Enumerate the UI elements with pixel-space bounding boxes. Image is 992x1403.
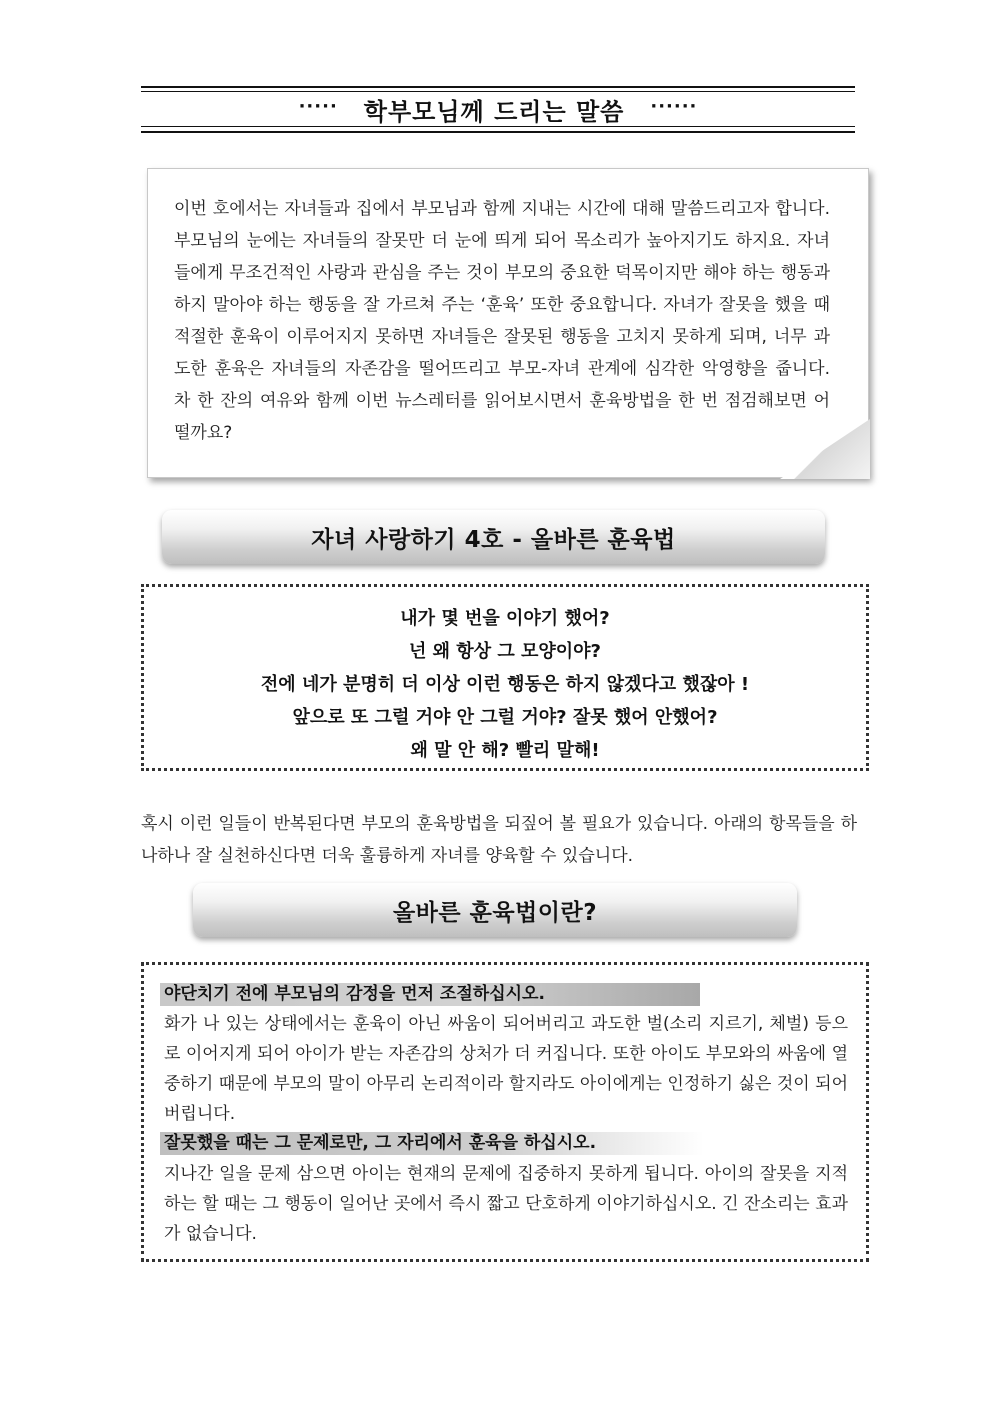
- tips-box: [141, 962, 869, 1262]
- section-banner-label: 자녀 사랑하기 4호 - 올바른 훈육법: [311, 526, 676, 553]
- header-rule-top: [141, 86, 855, 88]
- tip-body: 화가 나 있는 상태에서는 훈육이 아닌 싸움이 되어버리고 과도한 벌(소리 지르기, 체벌) 등으로 이어지게 되어 아이가 받는 자존감의 상처가 더 커집니다. 또한 아이도 부모와의 싸움에 열중하기 때문에 부모의 말이 아무리 논리적이라 할지라도 아이에게는 인정하기 싫은 것이 되어 버립니다.: [164, 1014, 848, 1124]
- section-banner-label: 올바른 훈육법이란?: [392, 899, 598, 926]
- section-banner-correct-discipline: [193, 883, 797, 937]
- quote-line: 전에 네가 분명히 더 이상 이런 행동은 하지 않겠다고 했잖아 !: [260, 674, 750, 695]
- page-header: [141, 86, 855, 136]
- header-rule-bottom: [141, 131, 855, 133]
- section-banner-newsletter: [162, 510, 825, 564]
- tip-heading: 야단치기 전에 부모님의 감정을 먼저 조절하십시오.: [160, 983, 700, 1006]
- quote-line: 앞으로 또 그럴 거야 안 그럴 거야? 잘못 했어 안했어?: [292, 707, 718, 728]
- quote-line: 넌 왜 항상 그 모양이야?: [409, 641, 601, 662]
- body-paragraph: 혹시 이런 일들이 반복된다면 부모의 훈육방법을 되짚어 볼 필요가 있습니다. 아래의 항목들을 하나하나 잘 실천하신다면 더욱 훌륭하게 자녀를 양육할 수 있습니다.: [141, 814, 857, 866]
- quote-line: 내가 몇 번을 이야기 했어?: [400, 608, 610, 629]
- header-title-row: [141, 94, 855, 124]
- intro-note: [147, 168, 869, 478]
- tip-body: 지나간 일을 문제 삼으면 아이는 현재의 문제에 집중하지 못하게 됩니다. 아이의 잘못을 지적하는 할 때는 그 행동이 일어난 곳에서 즉시 짧고 단호하게 이야기하십시오. 긴 잔소리는 효과가 없습니다.: [164, 1164, 848, 1244]
- tip-heading: 잘못했을 때는 그 문제로만, 그 자리에서 훈육을 하십시오.: [160, 1132, 704, 1155]
- header-dots-left: ·····: [298, 95, 338, 117]
- header-rule-bottom-thin: [141, 126, 855, 127]
- quote-line: 왜 말 안 해? 빨리 말해!: [410, 740, 600, 761]
- page-title: 학부모님께 드리는 말씀: [363, 97, 625, 126]
- quotes-box: [141, 584, 869, 771]
- intro-text: 이번 호에서는 자녀들과 집에서 부모님과 함께 지내는 시간에 대해 말씀드리고자 합니다. 부모님의 눈에는 자녀들의 잘못만 더 눈에 띄게 되어 목소리가 높아지기도 하지요. 자녀들에게 무조건적인 사랑과 관심을 주는 것이 부모의 중요한 덕목이지만 해야 하는 행동과 하지 말아야 하는 행동을 잘 가르쳐 주는 ‘훈육’ 또한 중요합니다. 자녀가 잘못을 했을 때 적절한 훈육이 이루어지지 못하면 자녀들은 잘못된 행동을 고치지 못하게 되며, 너무 과도한 훈육은 자녀들의 자존감을 떨어뜨리고 부모-자녀 관계에 심각한 악영향을 줍니다. 차 한 잔의 여유와 함께 이번 뉴스레터를 읽어보시면서 훈육방법을 한 번 점검해보면 어떨까요?: [174, 199, 830, 443]
- header-dots-right: ······: [650, 95, 698, 117]
